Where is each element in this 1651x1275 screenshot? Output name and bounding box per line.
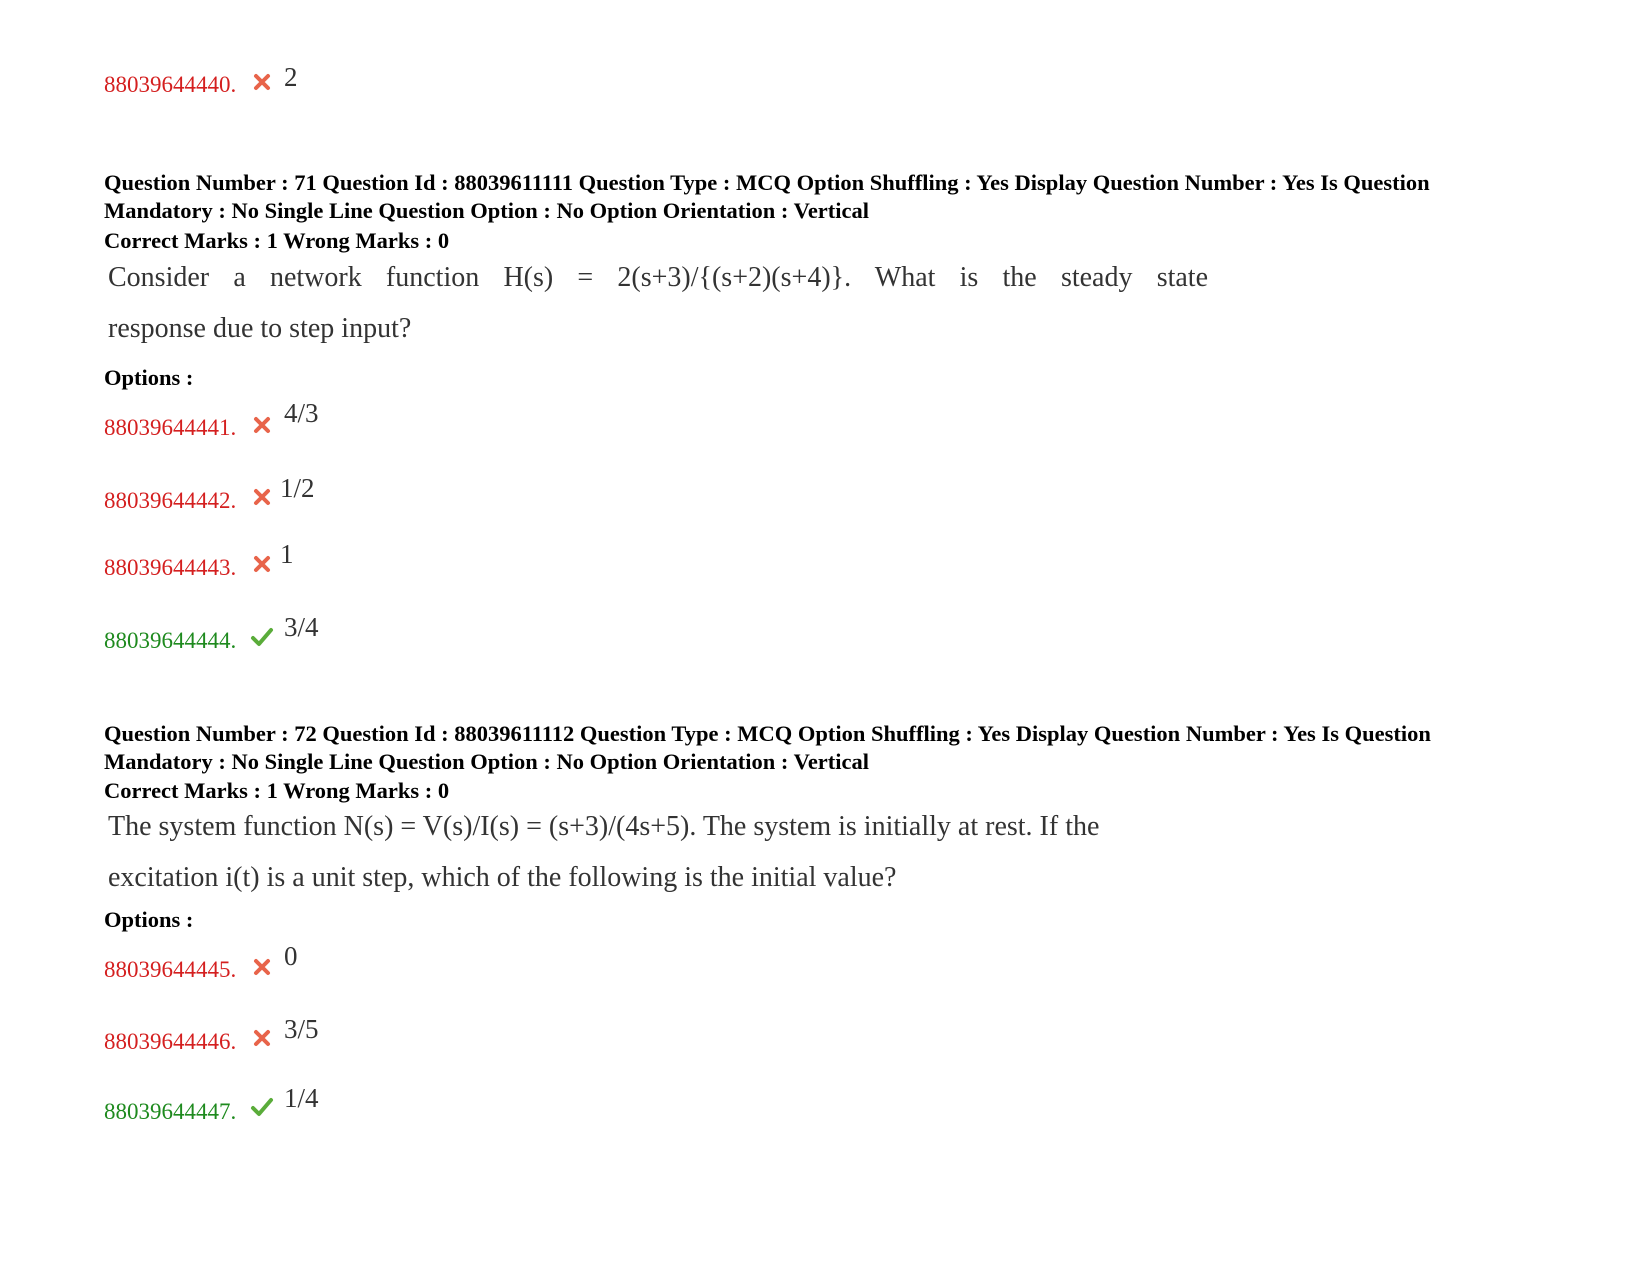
option-value: 3/4 <box>284 612 319 642</box>
options-label: Options : <box>104 365 194 390</box>
question-meta <box>104 720 1554 776</box>
option-id: 88039644442. <box>104 488 237 513</box>
question-meta-line-2: Mandatory : No Single Line Question Option : No Option Orientation : Vertical <box>104 749 870 774</box>
check-icon <box>250 1096 274 1118</box>
question-meta <box>104 169 1554 225</box>
option-id: 88039644446. <box>104 1029 237 1054</box>
question-text-line-2: excitation i(t) is a unit step, which of the following is the initial value? <box>108 862 897 893</box>
question-text-line-1: Consider a network function H(s) = 2(s+3)/{(s+2)(s+4)}. What is the steady state <box>108 262 1208 293</box>
option-id: 88039644445. <box>104 957 237 982</box>
cross-icon <box>252 487 272 507</box>
option-id: 88039644440. <box>104 72 237 97</box>
option-value: 4/3 <box>284 398 319 428</box>
option-value: 1/4 <box>284 1083 319 1113</box>
cross-icon <box>252 72 272 92</box>
option-id: 88039644441. <box>104 415 237 440</box>
question-text-line-1: The system function N(s) = V(s)/I(s) = (s+3)/(4s+5). The system is initially at rest. If the <box>108 811 1100 842</box>
question-marks: Correct Marks : 1 Wrong Marks : 0 <box>104 778 450 803</box>
cross-icon <box>252 554 272 574</box>
option-value: 3/5 <box>284 1014 319 1044</box>
question-meta-line-2: Mandatory : No Single Line Question Option : No Option Orientation : Vertical <box>104 198 870 223</box>
option-id: 88039644447. <box>104 1099 237 1124</box>
option-value: 2 <box>284 62 298 92</box>
question-marks: Correct Marks : 1 Wrong Marks : 0 <box>104 228 450 253</box>
options-label: Options : <box>104 907 194 932</box>
cross-icon <box>252 957 272 977</box>
option-value: 1/2 <box>280 473 315 503</box>
option-id: 88039644443. <box>104 555 237 580</box>
question-meta-line-1: Question Number : 72 Question Id : 88039611112 Question Type : MCQ Option Shuffling : Yes Display Question Number : Yes Is Question <box>104 721 1431 746</box>
check-icon <box>250 626 274 648</box>
cross-icon <box>252 415 272 435</box>
cross-icon <box>252 1028 272 1048</box>
question-meta-line-1: Question Number : 71 Question Id : 88039611111 Question Type : MCQ Option Shuffling : Yes Display Question Number : Yes Is Question <box>104 170 1430 195</box>
option-value: 1 <box>280 539 294 569</box>
question-text-line-2: response due to step input? <box>108 313 412 344</box>
option-value: 0 <box>284 941 298 971</box>
option-id: 88039644444. <box>104 628 237 653</box>
